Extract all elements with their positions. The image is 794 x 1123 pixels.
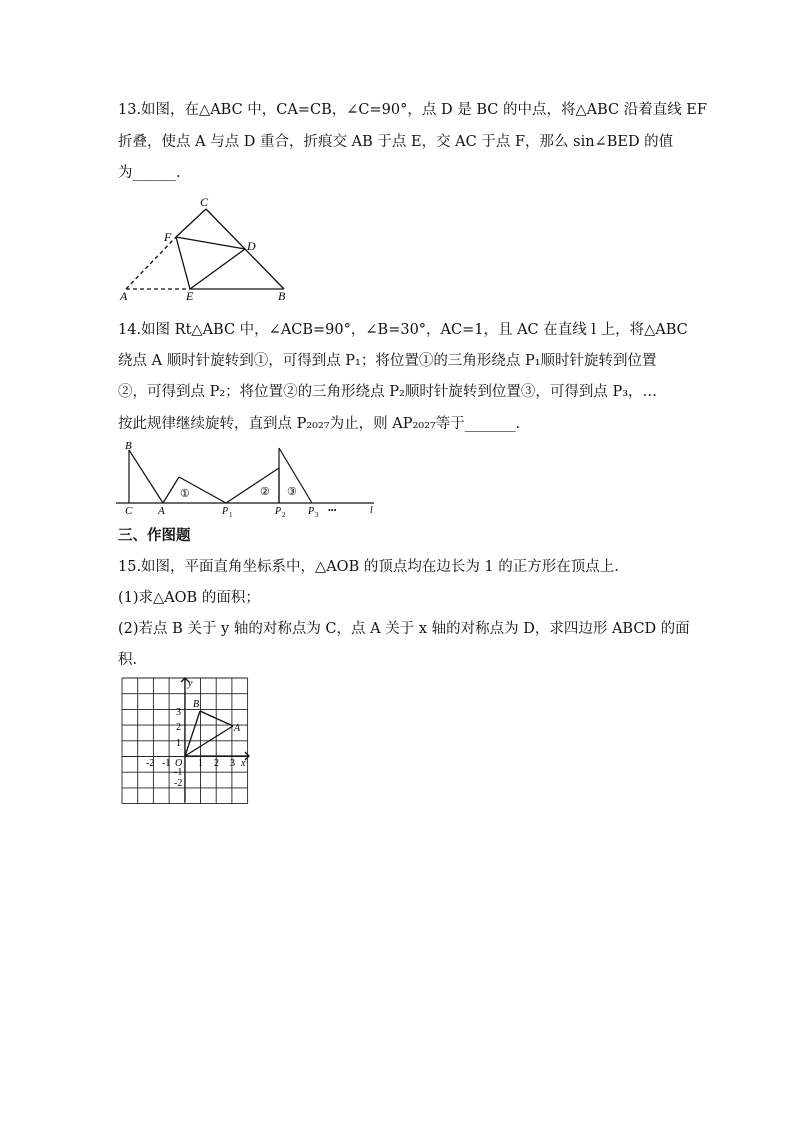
label-position-1: ① — [180, 488, 190, 500]
label-c: C — [200, 195, 209, 209]
tri1-side-a — [163, 477, 179, 503]
label-b: B — [193, 699, 200, 710]
tick-x-neg1: -1 — [162, 758, 171, 769]
tick-y-3: 3 — [176, 707, 181, 718]
label-a: A — [234, 723, 241, 734]
label-a: A — [120, 289, 128, 303]
tick-y-1: 1 — [176, 738, 181, 749]
segment-ba — [129, 450, 163, 503]
label-b: B — [125, 440, 132, 452]
tri2-side-a — [226, 468, 279, 503]
q15-text-line2: (1)求△AOB 的面积； — [118, 590, 260, 606]
label-p1: P — [222, 506, 229, 517]
label-c: C — [125, 505, 133, 517]
segment-ob — [185, 711, 200, 756]
q14-text-line4: 按此规律继续旋转，直到点 P₂₀₂₇为止，则 AP₂₀₂₇等于_______. — [118, 416, 521, 432]
label-position-2: ② — [260, 486, 270, 498]
crease-ef — [176, 237, 190, 289]
tick-x-neg2: -2 — [146, 758, 155, 769]
label-b: B — [278, 289, 286, 303]
q15-text-line4: 积. — [118, 652, 138, 668]
label-d: D — [247, 239, 256, 253]
tick-x-3: 3 — [230, 758, 235, 769]
q15-coordinate-grid — [120, 676, 250, 804]
label-o: O — [175, 758, 183, 769]
label-l: l — [370, 505, 373, 516]
label-y: y — [188, 678, 193, 689]
tick-y-neg2: -2 — [174, 778, 183, 789]
fold-line-af — [126, 237, 176, 289]
label-p2-sub: 2 — [282, 511, 286, 519]
q14-text-line2: 绕点 A 顺时针旋转到①，可得到点 P₁；将位置①的三角形绕点 P₁顺时针旋转到位置 — [118, 353, 657, 369]
label-p3: P — [308, 506, 315, 517]
q15-text-line3: (2)若点 B 关于 y 轴的对称点为 C，点 A 关于 x 轴的对称点为 D，求四边形 ABCD 的面 — [118, 621, 690, 637]
label-p2: P — [275, 506, 282, 517]
label-p1-sub: 1 — [229, 511, 233, 519]
q14-text-line1: 14.如图 Rt△ABC 中，∠ACB=90°，∠B=30°，AC=1，且 AC 在直线 l 上，将△ABC — [118, 322, 688, 338]
label-a: A — [158, 505, 165, 517]
q13-text-line2: 折叠，使点 A 与点 D 重合，折痕交 AB 于点 E，交 AC 于点 F，那么 sin∠BED 的值 — [118, 134, 674, 150]
segment-fc — [176, 209, 206, 237]
segment-ed — [190, 249, 245, 289]
section-3-title: 三、作图题 — [118, 527, 191, 544]
tick-y-2: 2 — [176, 722, 181, 733]
label-f: F — [164, 230, 172, 244]
tick-x-1: 1 — [198, 758, 203, 769]
q15-text-line1: 15.如图，平面直角坐标系中，△AOB 的顶点均在边长为 1 的正方形在顶点上. — [118, 559, 619, 575]
tick-x-2: 2 — [214, 758, 219, 769]
q13-figure — [116, 193, 296, 303]
q14-figure — [116, 440, 378, 520]
tick-y-neg1: -1 — [174, 767, 183, 778]
q14-text-line3: ②，可得到点 P₂；将位置②的三角形绕点 P₂顺时针旋转到位置③，可得到点 P₃，… — [118, 384, 658, 400]
label-ellipsis: ••• — [328, 506, 337, 515]
label-x: x — [241, 758, 246, 769]
label-position-3: ③ — [287, 486, 297, 498]
q13-text-line1: 13.如图，在△ABC 中，CA=CB，∠C=90°，点 D 是 BC 的中点，将△ABC 沿着直线 EF — [118, 102, 707, 118]
q13-text-line3: 为______. — [118, 165, 181, 181]
label-p3-sub: 3 — [315, 511, 319, 519]
label-e: E — [186, 289, 194, 303]
